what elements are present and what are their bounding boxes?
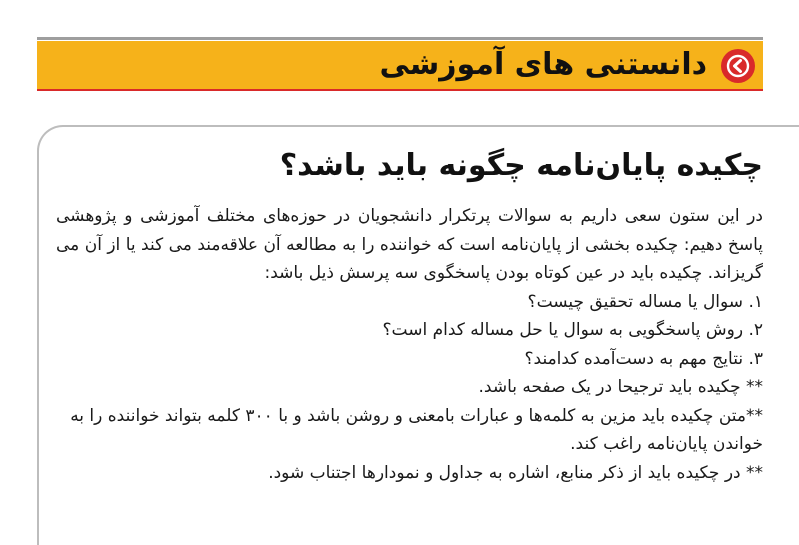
- question-item: ۲. روش پاسخگویی به سوال یا حل مساله کدام است؟: [382, 320, 763, 340]
- top-rule: [37, 37, 763, 40]
- question-item: ۳. نتایج مهم به دست‌آمده کدامند؟: [524, 348, 763, 369]
- section-title: دانستنی های آموزشی: [379, 47, 707, 82]
- article-headline: چکیده پایان‌نامه چگونه باید باشد؟: [279, 148, 763, 183]
- note-item: **متن چکیده باید مزین به کلمه‌ها و عبارات بامعنی و روشن باشد و با ۳۰۰ کلمه بتواند خواننده را به خواندن پایان‌نامه راغب کند.: [70, 405, 763, 454]
- note-item: ** چکیده باید ترجیحا در یک صفحه باشد.: [478, 377, 763, 397]
- circle-arrow-left-icon: [721, 49, 755, 83]
- article-intro: در این ستون سعی داریم به سوالات پرتکرار دانشجویان در حوزه‌های مختلف آموزشی و پژوهشی پاسخ دهیم: چکیده بخشی از پایان‌نامه است که خواننده را به مطالعه آن علاقه‌مند می کند یا از آن می گریزاند. چکیده باید در عین کوتاه بودن پاسخگوی سه پرسش ذیل باشد:: [56, 206, 763, 283]
- section-banner: [37, 41, 763, 91]
- article-body: [56, 202, 763, 487]
- note-item: ** در چکیده باید از ذکر منابع، اشاره به جداول و نمودارها اجتناب شود.: [268, 462, 763, 483]
- question-item: ۱. سوال یا مساله تحقیق چیست؟: [527, 291, 763, 312]
